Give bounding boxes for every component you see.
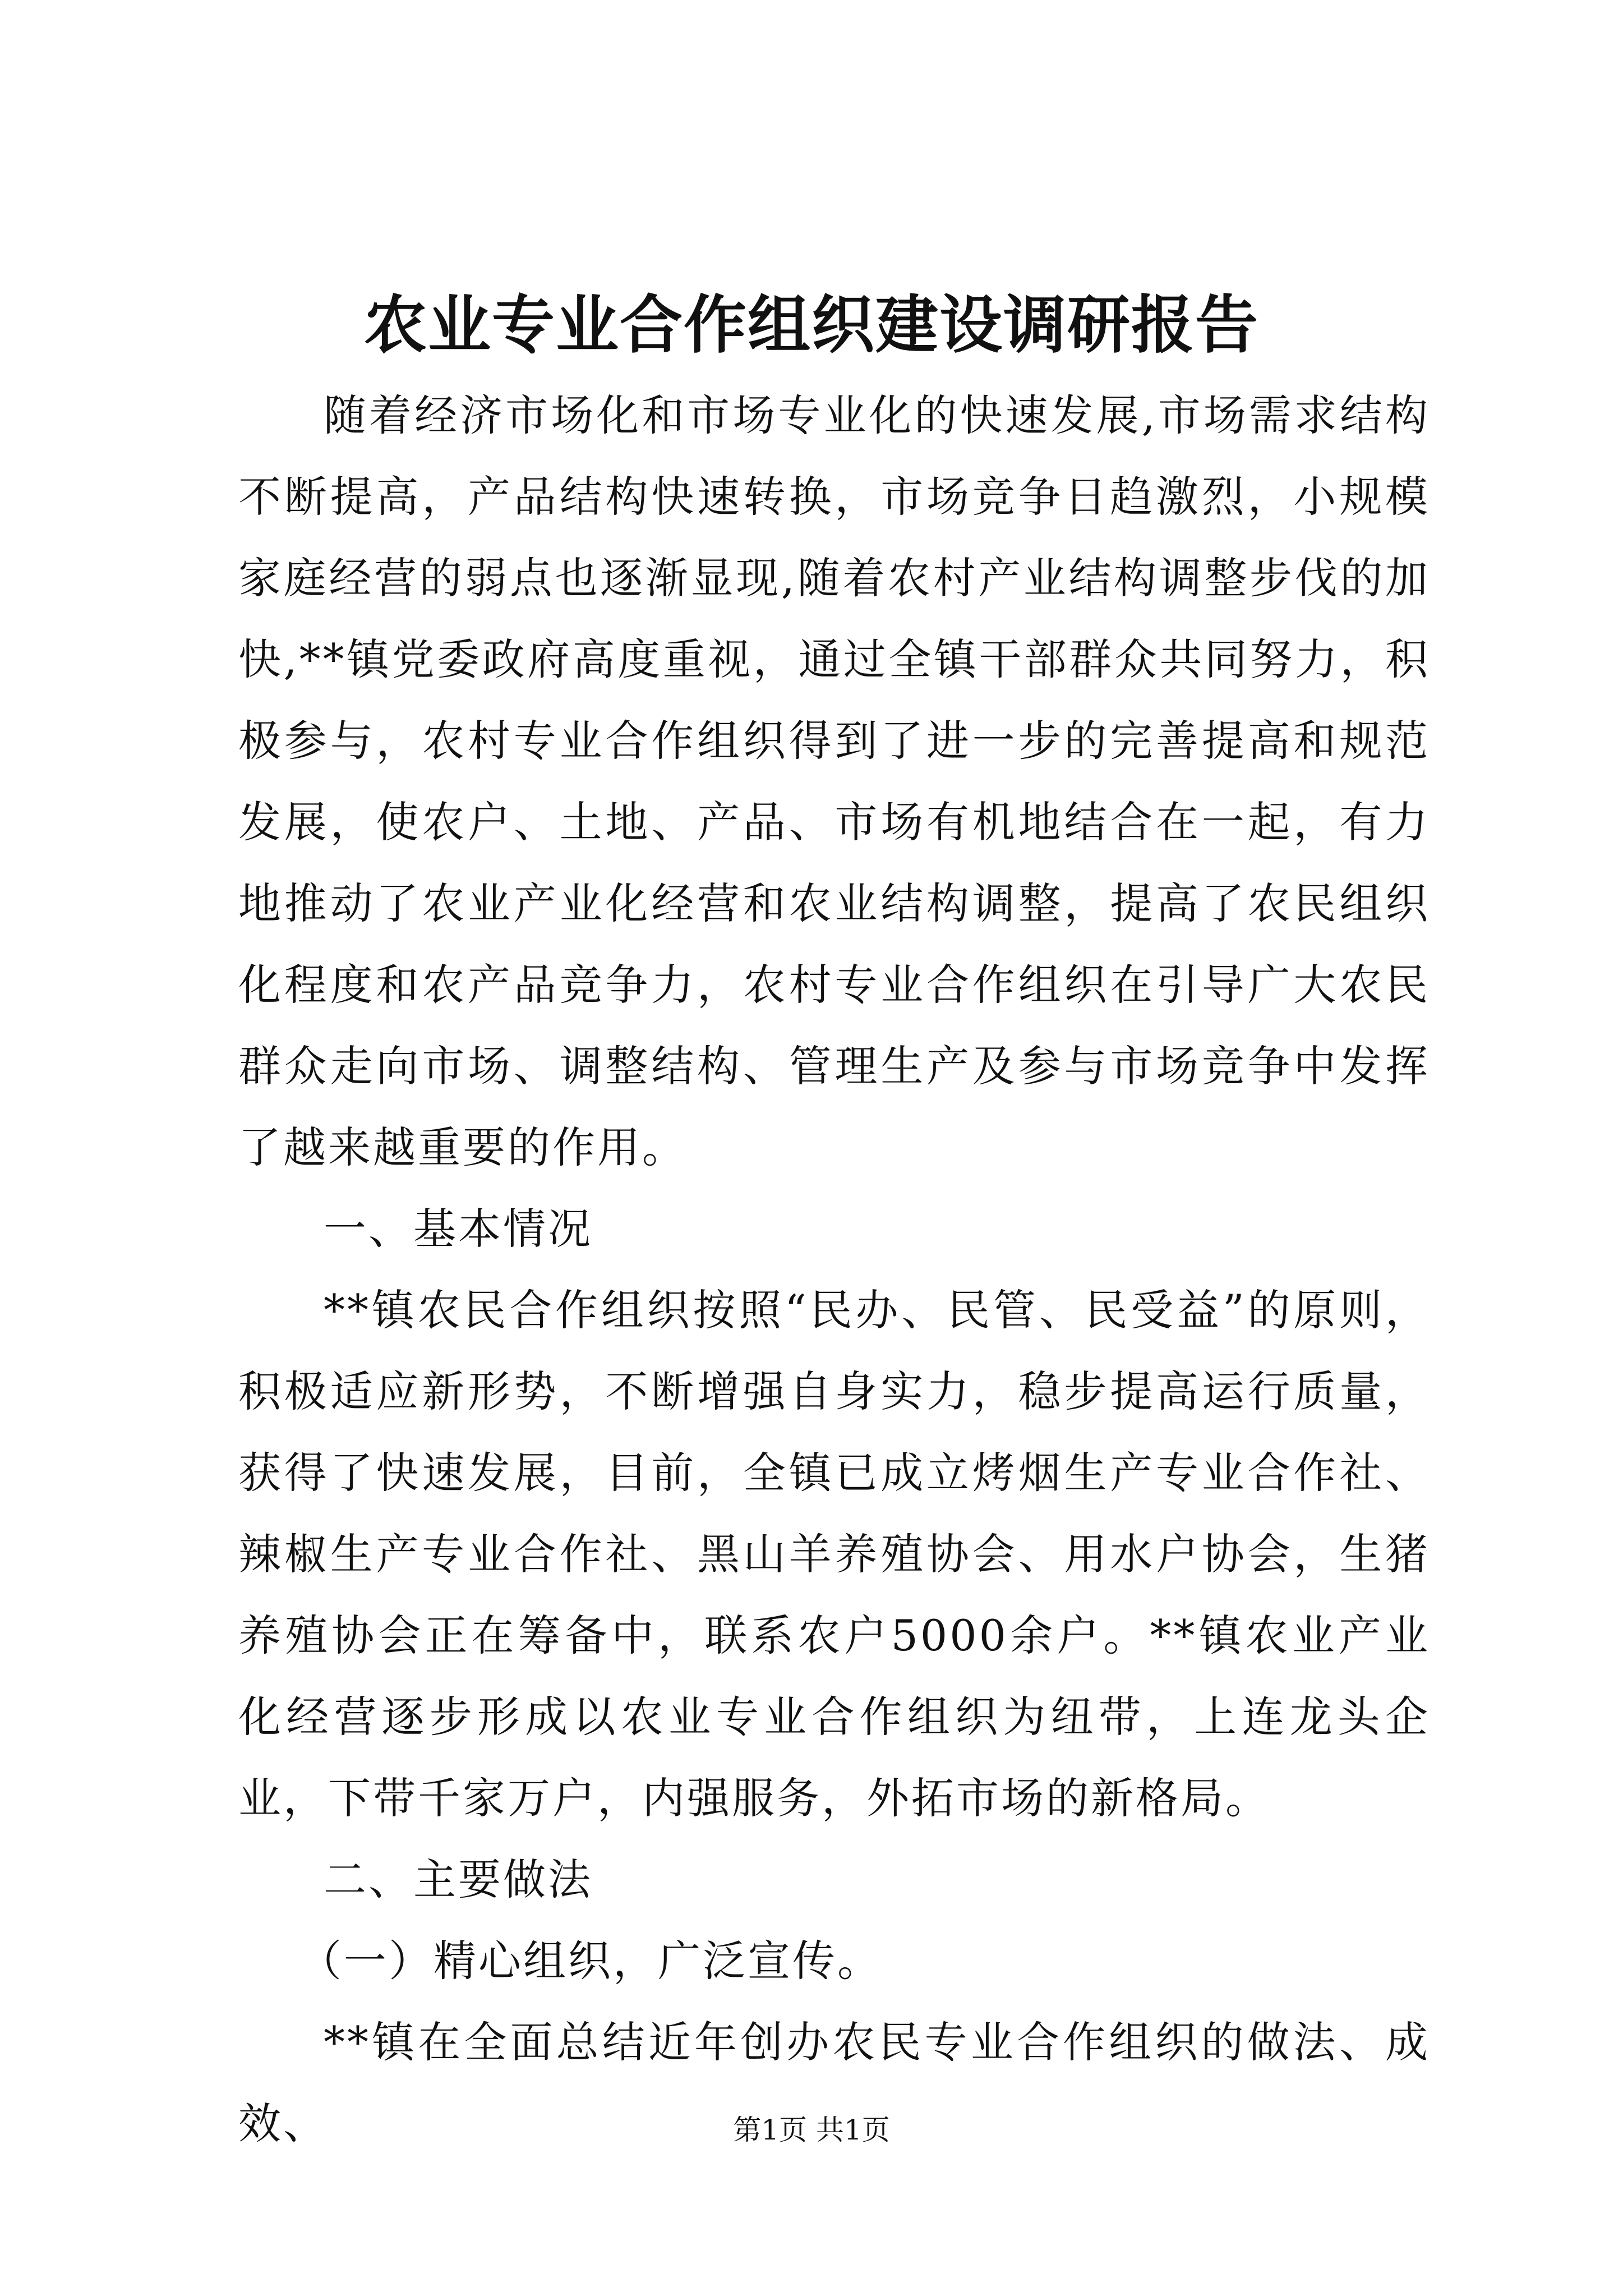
section-heading-basic-situation: 一、基本情况 <box>324 1204 593 1254</box>
document-body <box>238 375 1430 2164</box>
page-footer: 第1页 共1页 <box>733 2114 890 2146</box>
subsection-heading-organize-publicize: （一）精心组织，广泛宣传。 <box>299 1936 882 1986</box>
section-heading-main-practices: 二、主要做法 <box>324 1855 593 1904</box>
basic-situation-paragraph: **镇农民合作组织按照“民办、民管、民受益”的原则，积极适应新形势，不断增强自身实力，稳步提高运行质量，获得了快速发展，目前，全镇已成立烤烟生产专业合作社、辣椒生产专业合作社、黑山羊养殖协会、用水户协会，生猪养殖协会正在筹备中，联系农户5000余户。**镇农业产业化经营逐步形成以农业专业合作组织为纽带，上连龙头企业，下带千家万户，内强服务，外拓市场的新格局。 <box>238 1285 1430 1823</box>
document-title: 农业专业合作组织建设调研报告 <box>364 288 1259 362</box>
practices-paragraph: **镇在全面总结近年创办农民专业合作组织的做法、成效、 <box>238 2017 1430 2148</box>
intro-paragraph: 随着经济市场化和市场专业化的快速发展,市场需求结构不断提高，产品结构快速转换，市场竞争日趋激烈，小规模家庭经营的弱点也逐渐显现,随着农村产业结构调整步伐的加快,**镇党委政府高度重视，通过全镇干部群众共同努力，积极参与，农村专业合作组织得到了进一步的完善提高和规范发展，使农户、土地、产品、市场有机地结合在一起，有力地推动了农业产业化经营和农业结构调整，提高了农民组织化程度和农产品竞争力，农村专业合作组织在引导广大农民群众走向市场、调整结构、管理生产及参与市场竞争中发挥了越来越重要的作用。 <box>238 390 1430 1172</box>
